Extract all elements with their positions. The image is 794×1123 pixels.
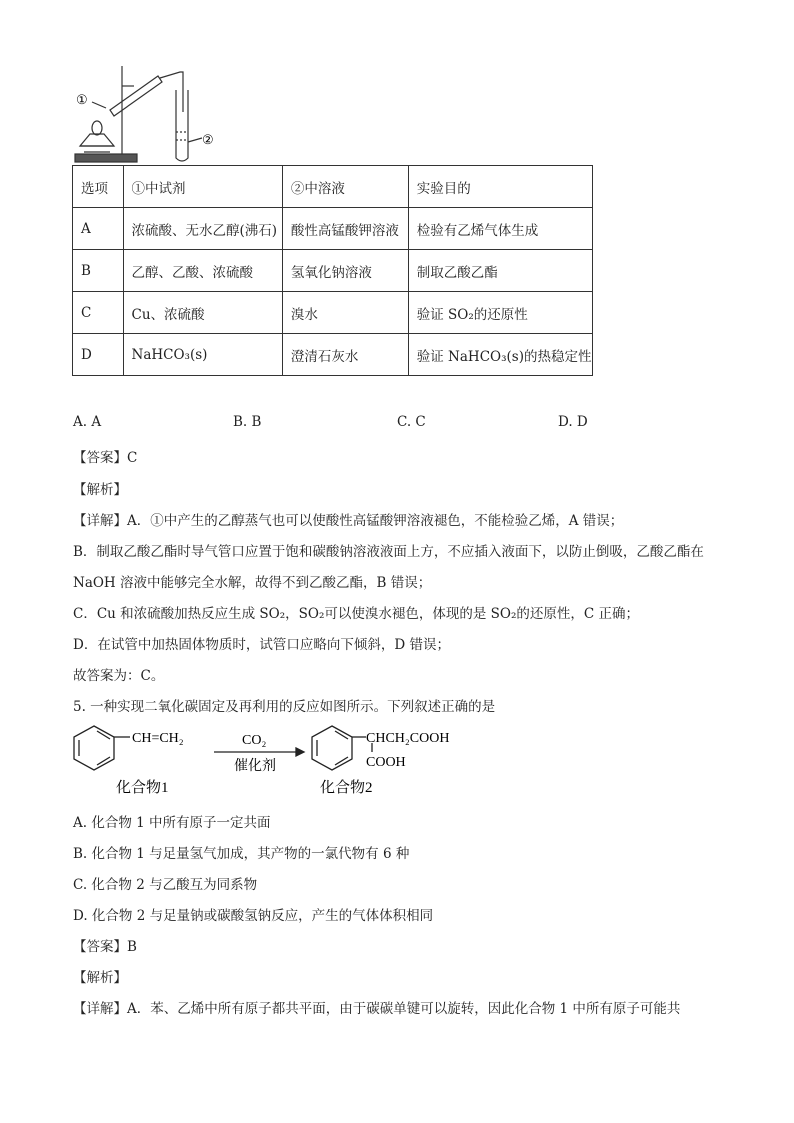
table-cell: 酸性高锰酸钾溶液 bbox=[282, 208, 408, 250]
q4-analysis: 【解析】 bbox=[73, 482, 127, 498]
q5-analysis: 【解析】 bbox=[73, 970, 127, 986]
options-table bbox=[72, 165, 593, 376]
compound1-chain: CH=CH₂ bbox=[132, 731, 184, 746]
compound2-chain: CHCH₂COOH bbox=[366, 731, 450, 746]
table-cell: D bbox=[73, 334, 124, 376]
table-cell: 验证 NaHCO₃(s)的热稳定性 bbox=[408, 334, 592, 376]
table-cell: 澄清石灰水 bbox=[282, 334, 408, 376]
table-row bbox=[73, 166, 593, 208]
q4-option-d: D. D bbox=[558, 414, 588, 430]
table-cell: Cu、浓硫酸 bbox=[123, 292, 282, 334]
table-cell: 制取乙酸乙酯 bbox=[408, 250, 592, 292]
catalyst-label: 催化剂 bbox=[234, 759, 276, 774]
label-1: ① bbox=[76, 93, 88, 108]
q4-detail-line: 【详解】A．①中产生的乙醇蒸气也可以使酸性高锰酸钾溶液褪色，不能检验乙烯，A 错误； bbox=[73, 513, 624, 529]
table-cell: 乙醇、乙酸、浓硫酸 bbox=[123, 250, 282, 292]
table-row bbox=[73, 334, 593, 376]
table-row bbox=[73, 250, 593, 292]
reagent-co2: CO₂ bbox=[242, 733, 267, 748]
q5-option-c: C. 化合物 2 与乙酸互为同系物 bbox=[73, 877, 258, 893]
q5-option-b: B. 化合物 1 与足量氢气加成，其产物的一氯代物有 6 种 bbox=[73, 846, 410, 862]
table-cell: A bbox=[73, 208, 124, 250]
table-cell: ①中试剂 bbox=[123, 166, 282, 208]
table-cell: 实验目的 bbox=[408, 166, 592, 208]
table-row bbox=[73, 208, 593, 250]
table-cell: 验证 SO₂的还原性 bbox=[408, 292, 592, 334]
reaction-scheme bbox=[70, 716, 490, 798]
q4-detail-line: C．Cu 和浓硫酸加热反应生成 SO₂，SO₂可以使溴水褪色，体现的是 SO₂的还原性，C 正确； bbox=[73, 606, 640, 622]
q4-detail-line: NaOH 溶液中能够完全水解，故得不到乙酸乙酯，B 错误； bbox=[73, 575, 432, 591]
table-cell: C bbox=[73, 292, 124, 334]
q4-option-a: A. A bbox=[73, 414, 102, 430]
q5-option-a: A. 化合物 1 中所有原子一定共面 bbox=[73, 815, 271, 831]
q4-option-b: B. B bbox=[233, 414, 262, 430]
q5-option-d: D. 化合物 2 与足量钠或碳酸氢钠反应，产生的气体体积相同 bbox=[73, 908, 434, 924]
table-row bbox=[73, 292, 593, 334]
table-cell: 选项 bbox=[73, 166, 124, 208]
q5-stem: 5. 一种实现二氧化碳固定及再利用的反应如图所示。下列叙述正确的是 bbox=[73, 699, 496, 715]
table-cell: B bbox=[73, 250, 124, 292]
table-cell: 浓硫酸、无水乙醇(沸石) bbox=[123, 208, 282, 250]
compound1-name: 化合物1 bbox=[116, 780, 169, 796]
q4-detail-line: 故答案为：C。 bbox=[73, 668, 165, 684]
apparatus-figure bbox=[70, 62, 230, 166]
table-cell: 检验有乙烯气体生成 bbox=[408, 208, 592, 250]
table-cell: 氢氧化钠溶液 bbox=[282, 250, 408, 292]
q4-detail-line: B．制取乙酸乙酯时导气管口应置于饱和碳酸钠溶液液面上方，不应插入液面下，以防止倒吸，乙酸乙酯在 bbox=[73, 544, 704, 560]
q4-detail-line: D．在试管中加热固体物质时，试管口应略向下倾斜，D 错误； bbox=[73, 637, 450, 653]
compound2-name: 化合物2 bbox=[320, 780, 373, 796]
compound2-cooh: COOH bbox=[366, 755, 406, 770]
q4-option-c: C. C bbox=[397, 414, 426, 430]
table-cell: NaHCO₃(s) bbox=[123, 334, 282, 376]
q5-answer: 【答案】B bbox=[73, 939, 137, 955]
table-cell: ②中溶液 bbox=[282, 166, 408, 208]
table-cell: 溴水 bbox=[282, 292, 408, 334]
label-2: ② bbox=[202, 133, 214, 148]
q5-detail-line: 【详解】A．苯、乙烯中所有原子都共平面，由于碳碳单键可以旋转，因此化合物 1 中所有原子可能共 bbox=[73, 1001, 681, 1017]
q4-answer: 【答案】C bbox=[73, 450, 138, 466]
